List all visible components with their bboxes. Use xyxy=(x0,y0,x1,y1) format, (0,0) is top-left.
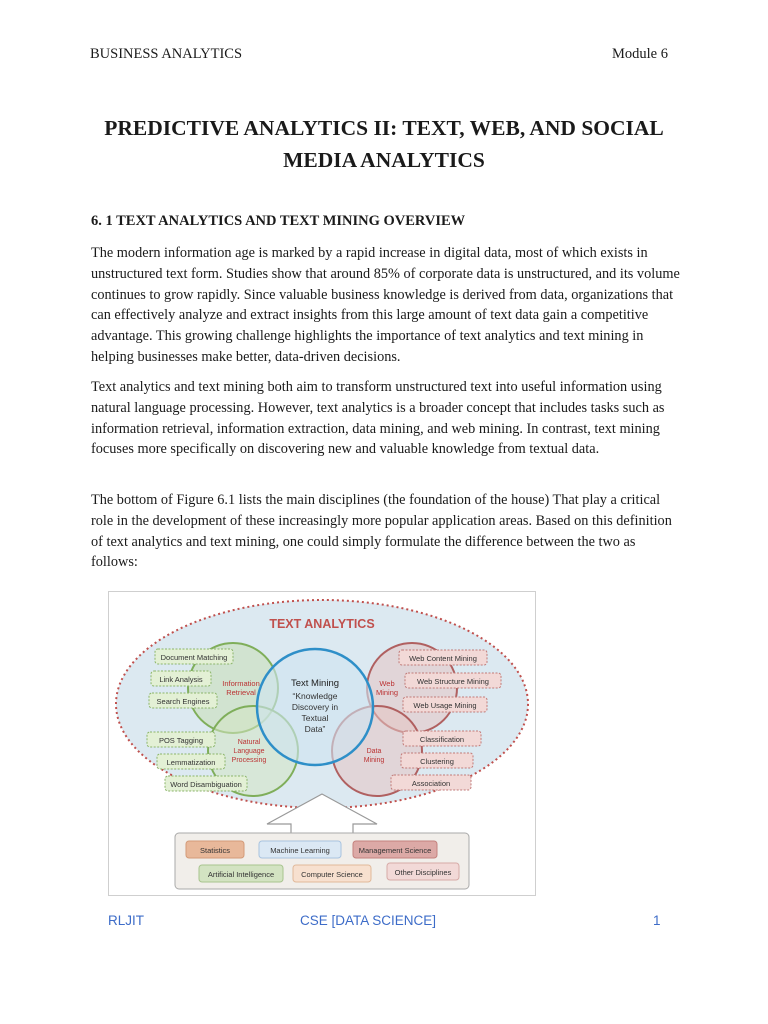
figure-text-analytics-diagram xyxy=(108,591,536,896)
tag-web-content-mining-label: Web Content Mining xyxy=(409,654,477,663)
info-retrieval-label-2: Retrieval xyxy=(226,688,256,697)
discipline-other-label: Other Disciplines xyxy=(394,868,452,877)
section-heading: 6. 1 TEXT ANALYTICS AND TEXT MINING OVERVIEW xyxy=(91,213,466,229)
tag-clustering-label: Clustering xyxy=(420,757,454,766)
discipline-artificial-intelligence-label: Artificial Intelligence xyxy=(207,870,275,879)
tag-association-label: Association xyxy=(411,779,451,788)
header-module: Module 6 xyxy=(612,46,668,62)
web-mining-label-2: Mining xyxy=(375,688,399,697)
text-mining-label: Text Mining xyxy=(290,678,340,689)
diagram-title: TEXT ANALYTICS xyxy=(269,617,375,631)
nlp-label-1: Natural xyxy=(237,739,261,746)
page-title-line-1: PREDICTIVE ANALYTICS II: TEXT, WEB, AND SOCIAL xyxy=(104,116,664,140)
header-course-title: BUSINESS ANALYTICS xyxy=(90,46,243,62)
text-mining-desc-4: Data” xyxy=(304,724,326,734)
text-mining-desc-2: Discovery in xyxy=(291,702,339,712)
discipline-computer-science-label: Computer Science xyxy=(301,870,363,879)
nlp-label-3: Processing xyxy=(231,757,267,764)
paragraph-1: The modern information age is marked by a rapid increase in digital data, most of which exists in unstructured text form. Studies show that around 85% of corporate data is unstructured, and its volume continues to grow rapidly. Since valuable business knowledge is derived from data, organizations that can effectively analyze and extract insights from this large amount of text data gain a competitive advantage. This growing challenge highlights the importance of text analytics and text mining in helping businesses make better, data-driven decisions. xyxy=(91,245,680,365)
tag-link-analysis-label: Link Analysis xyxy=(159,675,203,684)
tag-web-structure-mining-label: Web Structure Mining xyxy=(417,677,489,686)
page-title xyxy=(80,112,688,176)
discipline-management-science-label: Management Science xyxy=(358,846,432,855)
data-mining-label-1: Data xyxy=(366,748,382,755)
footer-institution: RLJIT xyxy=(108,913,145,928)
paragraph-3: The bottom of Figure 6.1 lists the main disciplines (the foundation of the house) That play a critical role in the development of these increasingly more popular application areas. Based on this definition of text analytics and text mining, one could simply formulate the difference between the two as follows: xyxy=(91,492,672,571)
text-mining-desc-3: Textual xyxy=(301,713,329,723)
web-mining-label-1: Web xyxy=(379,679,395,688)
tag-classification-label: Classification xyxy=(419,735,465,744)
text-mining-desc-1: “Knowledge xyxy=(292,691,338,701)
tag-document-matching-label: Document Matching xyxy=(160,653,228,662)
footer-page-number: 1 xyxy=(653,913,661,928)
paragraph-2: Text analytics and text mining both aim to transform unstructured text into useful information using natural language processing. However, text analytics is a broader concept that includes tasks such as information retrieval, information extraction, data mining, and web mining. In contrast, text mining focuses more specifically on discovering new and valuable knowledge from textual data. xyxy=(91,379,665,458)
discipline-machine-learning-label: Machine Learning xyxy=(270,846,330,855)
footer-department: CSE [DATA SCIENCE] xyxy=(300,913,437,928)
tag-word-disambiguation-label: Word Disambiguation xyxy=(170,780,242,789)
diagram-svg xyxy=(109,592,535,895)
data-mining-label-2: Mining xyxy=(363,757,385,764)
tag-search-engines-label: Search Engines xyxy=(156,697,210,706)
tag-pos-tagging-label: POS Tagging xyxy=(158,736,204,745)
tag-web-usage-mining-label: Web Usage Mining xyxy=(413,701,477,710)
page-title-line-2: MEDIA ANALYTICS xyxy=(283,148,485,172)
discipline-statistics-label: Statistics xyxy=(199,846,231,855)
info-retrieval-label-1: Information xyxy=(222,679,260,688)
nlp-label-2: Language xyxy=(233,748,265,755)
tag-lemmatization-label: Lemmatization xyxy=(166,758,216,767)
